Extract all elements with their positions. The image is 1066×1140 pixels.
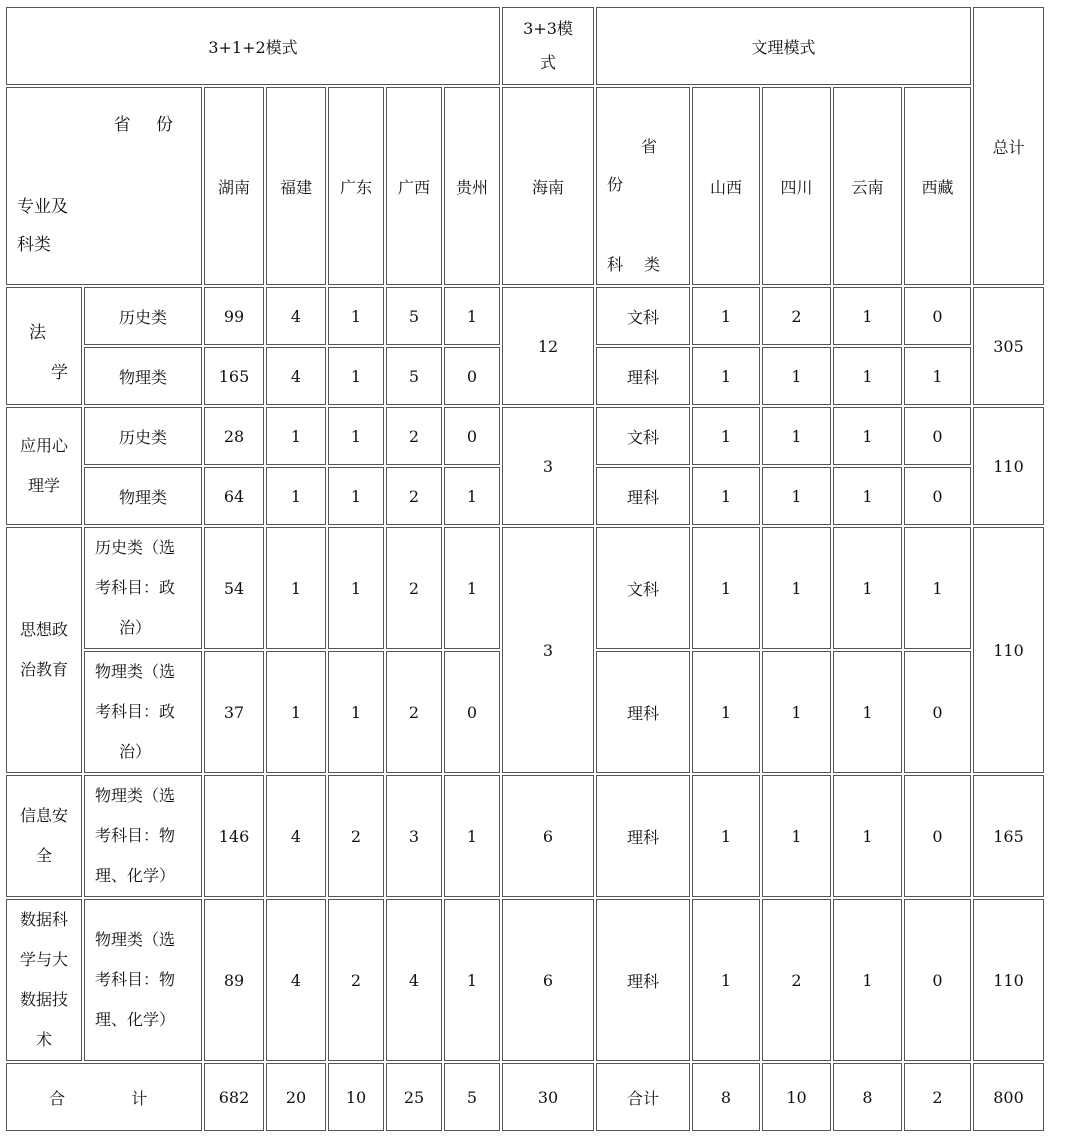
value-xizang: 0 [904, 775, 971, 897]
value-xizang: 0 [904, 407, 971, 465]
sum-sichuan: 10 [762, 1063, 831, 1131]
value-xizang: 0 [904, 899, 971, 1061]
major-name-line2: 全 [35, 846, 52, 865]
wenli-category-cell: 文科 [596, 407, 690, 465]
value-guangxi: 5 [386, 287, 442, 345]
value-guangxi: 2 [386, 651, 442, 773]
category-cell [84, 775, 202, 897]
value-guizhou: 1 [444, 899, 500, 1061]
mode-33-header [502, 7, 594, 85]
value-shanxi: 1 [692, 775, 760, 897]
value-guangxi: 2 [386, 467, 442, 525]
category-line3: 理、化学） [95, 1010, 176, 1029]
category-cell [84, 899, 202, 1061]
value-shanxi: 1 [692, 467, 760, 525]
corner-header [6, 87, 202, 285]
value-fujian: 4 [266, 287, 326, 345]
mode-wenli-header: 文理模式 [596, 7, 971, 85]
value-sichuan: 1 [762, 347, 831, 405]
category-line3: 理、化学） [95, 866, 176, 885]
province-shanxi: 山西 [692, 87, 760, 285]
category-cell: 历史类 [84, 407, 202, 465]
value-sichuan: 1 [762, 651, 831, 773]
major-name-line2: 学与大 [19, 950, 68, 969]
category-line2: 考科目：物 [95, 970, 176, 989]
value-hunan: 165 [204, 347, 264, 405]
value-yunnan: 1 [833, 775, 902, 897]
major-name-line2: 理学 [27, 476, 60, 495]
major-data-science [6, 899, 82, 1061]
value-hunan: 99 [204, 287, 264, 345]
value-shanxi: 1 [692, 407, 760, 465]
value-fujian: 1 [266, 467, 326, 525]
value-shanxi: 1 [692, 651, 760, 773]
mode-33-line2: 式 [539, 53, 556, 72]
sum-hainan: 30 [502, 1063, 594, 1131]
major-name-line4: 术 [35, 1030, 52, 1049]
value-guizhou: 1 [444, 775, 500, 897]
major-applied-psychology [6, 407, 82, 525]
value-yunnan: 1 [833, 347, 902, 405]
value-guangxi: 3 [386, 775, 442, 897]
total-header: 总计 [973, 7, 1044, 285]
sum-row [6, 1063, 1044, 1131]
value-guangdong: 1 [328, 651, 384, 773]
value-shanxi: 1 [692, 899, 760, 1061]
value-guangdong: 1 [328, 467, 384, 525]
enrollment-quota-table [4, 5, 1046, 1133]
value-shanxi: 1 [692, 527, 760, 649]
major-name-line1: 应用心 [19, 436, 68, 455]
value-guizhou: 1 [444, 467, 500, 525]
province-hunan: 湖南 [204, 87, 264, 285]
wenli-category-cell: 文科 [596, 287, 690, 345]
major-name-line1: 信息安 [19, 806, 68, 825]
sum-label-part1: 合 [49, 1088, 66, 1108]
sum-guangxi: 25 [386, 1063, 442, 1131]
province-guizhou: 贵州 [444, 87, 500, 285]
value-guangdong: 1 [328, 287, 384, 345]
value-guangdong: 2 [328, 775, 384, 897]
corner-major-line1: 专业及 [17, 197, 68, 217]
header-mode-row [6, 7, 1044, 85]
category-cell [84, 651, 202, 773]
wenli-category-cell: 理科 [596, 467, 690, 525]
value-fujian: 1 [266, 527, 326, 649]
value-guangxi: 5 [386, 347, 442, 405]
category-line1: 物理类（选 [95, 662, 176, 681]
wenli-corner-header [596, 87, 690, 285]
value-yunnan: 1 [833, 527, 902, 649]
value-sichuan: 1 [762, 527, 831, 649]
category-line2: 考科目：政 [95, 578, 176, 597]
wenli-category-label: 科 类 [607, 255, 669, 274]
province-guangxi: 广西 [386, 87, 442, 285]
table-row [6, 527, 1044, 649]
value-fujian: 1 [266, 651, 326, 773]
value-hunan: 89 [204, 899, 264, 1061]
value-sichuan: 1 [762, 467, 831, 525]
value-xizang: 1 [904, 347, 971, 405]
value-hunan: 37 [204, 651, 264, 773]
mode-312-header: 3+1+2模式 [6, 7, 500, 85]
major-law-line1: 法 [29, 323, 46, 343]
value-sichuan: 2 [762, 899, 831, 1061]
value-yunnan: 1 [833, 287, 902, 345]
sum-yunnan: 8 [833, 1063, 902, 1131]
category-line2: 考科目：物 [95, 826, 176, 845]
value-guizhou: 0 [444, 651, 500, 773]
value-hainan: 6 [502, 899, 594, 1061]
value-hainan: 3 [502, 407, 594, 525]
value-xizang: 0 [904, 467, 971, 525]
value-guizhou: 1 [444, 527, 500, 649]
sum-label-part2: 计 [131, 1088, 148, 1108]
sum-xizang: 2 [904, 1063, 971, 1131]
category-cell [84, 527, 202, 649]
major-name-line1: 思想政 [19, 620, 68, 639]
major-name-line3: 数据技 [19, 990, 68, 1009]
sum-label [6, 1063, 202, 1131]
wenli-province-line2: 份 [607, 175, 624, 194]
value-guangdong: 2 [328, 899, 384, 1061]
value-sichuan: 1 [762, 775, 831, 897]
value-total: 165 [973, 775, 1044, 897]
value-total: 110 [973, 899, 1044, 1061]
major-ideological-political-education [6, 527, 82, 773]
value-yunnan: 1 [833, 407, 902, 465]
value-guizhou: 0 [444, 347, 500, 405]
major-law [6, 287, 82, 405]
value-guangdong: 1 [328, 407, 384, 465]
value-hainan: 3 [502, 527, 594, 773]
category-line1: 物理类（选 [95, 786, 176, 805]
value-hunan: 28 [204, 407, 264, 465]
value-guangxi: 2 [386, 527, 442, 649]
major-name-line1: 数据科 [19, 910, 68, 929]
value-fujian: 4 [266, 899, 326, 1061]
mode-33-line1: 3+3模 [523, 19, 573, 38]
value-guangxi: 2 [386, 407, 442, 465]
value-hunan: 146 [204, 775, 264, 897]
wenli-category-cell: 理科 [596, 651, 690, 773]
value-total: 110 [973, 527, 1044, 773]
table-row [6, 899, 1044, 1061]
value-xizang: 1 [904, 527, 971, 649]
corner-province-label: 省 份 [113, 115, 183, 135]
enrollment-quota-table-wrapper [4, 5, 1046, 1133]
value-total: 110 [973, 407, 1044, 525]
sum-guangdong: 10 [328, 1063, 384, 1131]
sum-total: 800 [973, 1063, 1044, 1131]
category-line1: 物理类（选 [95, 930, 176, 949]
value-guizhou: 1 [444, 287, 500, 345]
value-guangxi: 4 [386, 899, 442, 1061]
value-total: 305 [973, 287, 1044, 405]
value-yunnan: 1 [833, 467, 902, 525]
table-row [6, 407, 1044, 465]
table-row [6, 287, 1044, 345]
category-line3: 治） [119, 618, 152, 637]
value-yunnan: 1 [833, 899, 902, 1061]
province-xizang: 西藏 [904, 87, 971, 285]
sum-hunan: 682 [204, 1063, 264, 1131]
table-row [6, 775, 1044, 897]
value-sichuan: 2 [762, 287, 831, 345]
value-sichuan: 1 [762, 407, 831, 465]
sum-guizhou: 5 [444, 1063, 500, 1131]
major-information-security [6, 775, 82, 897]
value-xizang: 0 [904, 287, 971, 345]
category-line1: 历史类（选 [95, 538, 176, 557]
value-fujian: 4 [266, 775, 326, 897]
corner-major-line2: 科类 [17, 235, 51, 255]
major-law-line2: 学 [51, 363, 68, 383]
sum-wenli-label: 合计 [596, 1063, 690, 1131]
value-guangdong: 1 [328, 527, 384, 649]
major-name-line2: 治教育 [19, 660, 68, 679]
category-cell: 物理类 [84, 347, 202, 405]
wenli-province-line1: 省 [641, 137, 658, 156]
value-yunnan: 1 [833, 651, 902, 773]
category-cell: 物理类 [84, 467, 202, 525]
value-hainan: 6 [502, 775, 594, 897]
value-xizang: 0 [904, 651, 971, 773]
category-line2: 考科目：政 [95, 702, 176, 721]
category-cell: 历史类 [84, 287, 202, 345]
province-guangdong: 广东 [328, 87, 384, 285]
sum-fujian: 20 [266, 1063, 326, 1131]
wenli-category-cell: 理科 [596, 899, 690, 1061]
value-shanxi: 1 [692, 287, 760, 345]
value-guangdong: 1 [328, 347, 384, 405]
province-sichuan: 四川 [762, 87, 831, 285]
header-province-row [6, 87, 1044, 285]
value-hainan: 12 [502, 287, 594, 405]
wenli-category-cell: 文科 [596, 527, 690, 649]
wenli-category-cell: 理科 [596, 775, 690, 897]
value-fujian: 4 [266, 347, 326, 405]
value-guizhou: 0 [444, 407, 500, 465]
wenli-category-cell: 理科 [596, 347, 690, 405]
province-fujian: 福建 [266, 87, 326, 285]
value-hunan: 64 [204, 467, 264, 525]
sum-shanxi: 8 [692, 1063, 760, 1131]
value-fujian: 1 [266, 407, 326, 465]
sum-label-wrap [49, 1086, 159, 1109]
value-shanxi: 1 [692, 347, 760, 405]
corner-major-label [17, 188, 68, 264]
province-yunnan: 云南 [833, 87, 902, 285]
value-hunan: 54 [204, 527, 264, 649]
category-line3: 治） [119, 742, 152, 761]
province-hainan: 海南 [502, 87, 594, 285]
